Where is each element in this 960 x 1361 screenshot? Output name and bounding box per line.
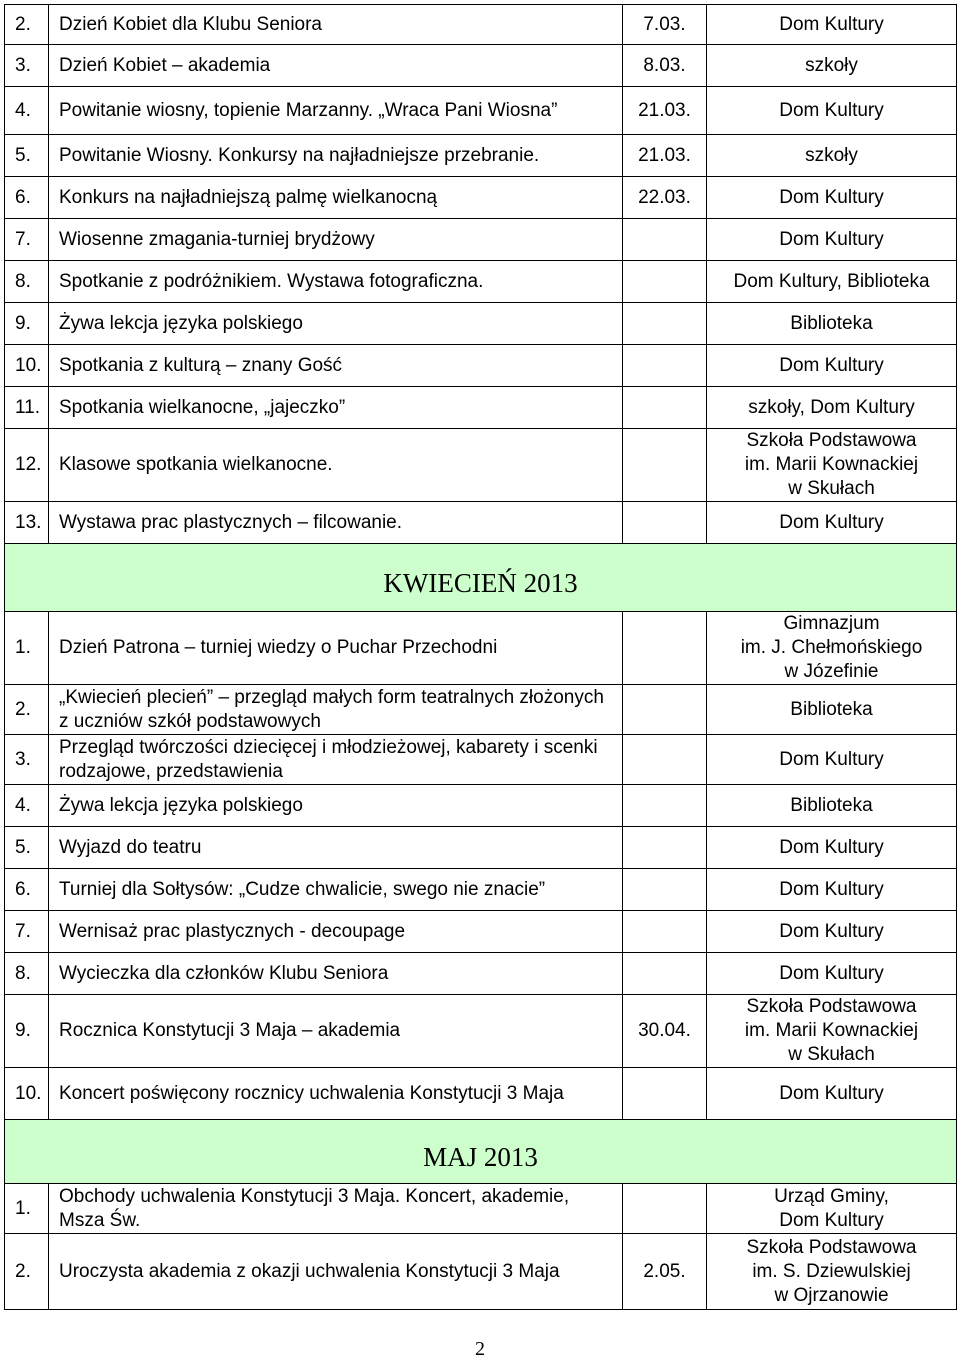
event-date <box>623 502 707 544</box>
event-name: Żywa lekcja języka polskiego <box>49 303 623 345</box>
schedule-row <box>5 261 957 303</box>
event-place-line: Dom Kultury <box>779 962 884 984</box>
event-place <box>707 785 957 827</box>
schedule-row <box>5 735 957 785</box>
event-number: 2. <box>5 1234 49 1310</box>
schedule-row <box>5 827 957 869</box>
event-number: 10. <box>5 1068 49 1120</box>
schedule-row <box>5 1068 957 1120</box>
schedule-row <box>5 953 957 995</box>
event-number: 4. <box>5 87 49 135</box>
event-date: 30.04. <box>623 995 707 1068</box>
schedule-row <box>5 177 957 219</box>
event-date: 21.03. <box>623 87 707 135</box>
month-heading-row <box>5 544 957 612</box>
event-place-line: Dom Kultury, Biblioteka <box>733 270 930 292</box>
event-place <box>707 1184 957 1234</box>
event-number: 10. <box>5 345 49 387</box>
event-name: Spotkanie z podróżnikiem. Wystawa fotograficzna. <box>49 261 623 303</box>
event-place <box>707 177 957 219</box>
event-date <box>623 911 707 953</box>
event-date <box>623 612 707 685</box>
event-name: Koncert poświęcony rocznicy uchwalenia Konstytucji 3 Maja <box>49 1068 623 1120</box>
event-place-line: szkoły, Dom Kultury <box>748 396 915 418</box>
event-name: Żywa lekcja języka polskiego <box>49 785 623 827</box>
event-date: 8.03. <box>623 45 707 87</box>
event-place-line: Dom Kultury <box>779 354 884 376</box>
event-place <box>707 219 957 261</box>
event-name: Wernisaż prac plastycznych - decoupage <box>49 911 623 953</box>
schedule-row <box>5 87 957 135</box>
event-place-line: im. S. Dziewulskiej <box>752 1260 911 1282</box>
schedule-row <box>5 345 957 387</box>
event-date: 7.03. <box>623 5 707 45</box>
schedule-row <box>5 45 957 87</box>
page-number: 2 <box>475 1338 485 1360</box>
event-date: 21.03. <box>623 135 707 177</box>
event-date <box>623 685 707 735</box>
schedule-row <box>5 1234 957 1310</box>
event-number: 6. <box>5 177 49 219</box>
event-name: Powitanie Wiosny. Konkursy na najładniejsze przebranie. <box>49 135 623 177</box>
schedule-row <box>5 135 957 177</box>
event-place-line: Biblioteka <box>790 698 873 720</box>
event-name: „Kwiecień plecień” – przegląd małych form teatralnych złożonych z uczniów szkół podstawowych <box>49 685 623 735</box>
schedule-row <box>5 303 957 345</box>
schedule-row <box>5 1184 957 1234</box>
event-place <box>707 345 957 387</box>
event-number: 4. <box>5 785 49 827</box>
event-date: 2.05. <box>623 1234 707 1310</box>
event-number: 3. <box>5 735 49 785</box>
event-place <box>707 995 957 1068</box>
event-name: Obchody uchwalenia Konstytucji 3 Maja. Koncert, akademie, Msza Św. <box>49 1184 623 1234</box>
schedule-row <box>5 502 957 544</box>
event-name: Przegląd twórczości dziecięcej i młodzieżowej, kabarety i scenki rodzajowe, przedstawienia <box>49 735 623 785</box>
event-date <box>623 1068 707 1120</box>
event-place <box>707 612 957 685</box>
event-place <box>707 1234 957 1310</box>
event-place <box>707 911 957 953</box>
event-date <box>623 387 707 429</box>
event-place <box>707 135 957 177</box>
event-name: Turniej dla Sołtysów: „Cudze chwalicie, swego nie znacie” <box>49 869 623 911</box>
event-place-line: Urząd Gminy, <box>774 1185 889 1207</box>
event-name: Dzień Patrona – turniej wiedzy o Puchar Przechodni <box>49 612 623 685</box>
event-place <box>707 502 957 544</box>
schedule-row <box>5 685 957 735</box>
event-place-line: Szkoła Podstawowa <box>746 1236 917 1258</box>
event-number: 1. <box>5 1184 49 1234</box>
event-place-line: Dom Kultury <box>779 228 884 250</box>
event-place-line: Biblioteka <box>790 794 873 816</box>
event-name: Klasowe spotkania wielkanocne. <box>49 429 623 502</box>
event-date <box>623 1184 707 1234</box>
event-date <box>623 303 707 345</box>
event-name: Konkurs na najładniejszą palmę wielkanocną <box>49 177 623 219</box>
event-place-line: Biblioteka <box>790 312 873 334</box>
schedule-body <box>5 5 957 1310</box>
event-place <box>707 303 957 345</box>
event-number: 6. <box>5 869 49 911</box>
event-place-line: szkoły <box>805 144 858 166</box>
event-name: Wycieczka dla członków Klubu Seniora <box>49 953 623 995</box>
event-place-line: Dom Kultury <box>779 878 884 900</box>
event-name: Wiosenne zmagania-turniej brydżowy <box>49 219 623 261</box>
event-place-line: w Józefinie <box>784 661 879 682</box>
event-date <box>623 827 707 869</box>
event-name: Dzień Kobiet dla Klubu Seniora <box>49 5 623 45</box>
event-date: 22.03. <box>623 177 707 219</box>
event-place-line: Dom Kultury <box>779 920 884 942</box>
event-place-line: Szkoła Podstawowa <box>746 430 917 451</box>
event-place-line: Dom Kultury <box>779 13 884 35</box>
event-place-line: Dom Kultury <box>779 511 884 533</box>
event-number: 7. <box>5 911 49 953</box>
month-heading <box>5 1120 957 1184</box>
event-place-line: Szkoła Podstawowa <box>746 996 917 1017</box>
month-heading <box>5 544 957 612</box>
event-number: 5. <box>5 135 49 177</box>
event-place-line: Dom Kultury <box>779 1209 884 1231</box>
schedule-row <box>5 911 957 953</box>
event-date <box>623 345 707 387</box>
event-number: 2. <box>5 5 49 45</box>
event-place <box>707 735 957 785</box>
event-number: 1. <box>5 612 49 685</box>
event-number: 9. <box>5 303 49 345</box>
event-date <box>623 953 707 995</box>
event-place <box>707 869 957 911</box>
event-place <box>707 5 957 45</box>
schedule-row <box>5 785 957 827</box>
event-name: Rocznica Konstytucji 3 Maja – akademia <box>49 995 623 1068</box>
event-number: 13. <box>5 502 49 544</box>
event-date <box>623 785 707 827</box>
event-place-line: im. Marii Kownackiej <box>744 454 919 475</box>
event-number: 2. <box>5 685 49 735</box>
event-name: Uroczysta akademia z okazji uchwalenia Konstytucji 3 Maja <box>49 1234 623 1310</box>
month-heading-text: KWIECIEŃ 2013 <box>383 567 578 598</box>
event-date <box>623 261 707 303</box>
event-place-line: Dom Kultury <box>779 1082 884 1104</box>
event-date <box>623 219 707 261</box>
event-place <box>707 953 957 995</box>
event-place-line: im. J. Chełmońskiego <box>740 637 923 658</box>
event-name: Dzień Kobiet – akademia <box>49 45 623 87</box>
schedule-row <box>5 387 957 429</box>
schedule-row <box>5 612 957 685</box>
event-place <box>707 1068 957 1120</box>
schedule-row <box>5 5 957 45</box>
event-place-line: Dom Kultury <box>779 836 884 858</box>
event-name: Spotkania z kulturą – znany Gość <box>49 345 623 387</box>
event-number: 7. <box>5 219 49 261</box>
event-place-line: Gimnazjum <box>783 613 880 634</box>
schedule-table <box>4 4 957 1310</box>
month-heading-text: MAJ 2013 <box>423 1141 538 1172</box>
event-place-line: w Skułach <box>788 1044 875 1065</box>
event-place <box>707 429 957 502</box>
event-number: 9. <box>5 995 49 1068</box>
event-name: Wystawa prac plastycznych – filcowanie. <box>49 502 623 544</box>
month-heading-row <box>5 1120 957 1184</box>
schedule-row <box>5 869 957 911</box>
event-place <box>707 685 957 735</box>
event-name: Powitanie wiosny, topienie Marzanny. „Wraca Pani Wiosna” <box>49 87 623 135</box>
event-number: 3. <box>5 45 49 87</box>
event-place-line: Dom Kultury <box>779 186 884 208</box>
event-number: 11. <box>5 387 49 429</box>
event-date <box>623 429 707 502</box>
event-date <box>623 869 707 911</box>
event-name: Wyjazd do teatru <box>49 827 623 869</box>
schedule-row <box>5 429 957 502</box>
event-date <box>623 735 707 785</box>
schedule-row <box>5 995 957 1068</box>
event-place-line: szkoły <box>805 54 858 76</box>
event-place-line: Dom Kultury <box>779 99 884 121</box>
event-number: 8. <box>5 953 49 995</box>
event-place <box>707 45 957 87</box>
event-number: 5. <box>5 827 49 869</box>
event-place <box>707 261 957 303</box>
event-number: 12. <box>5 429 49 502</box>
event-place-line: w Skułach <box>788 478 875 499</box>
event-place <box>707 387 957 429</box>
event-place-line: im. Marii Kownackiej <box>744 1020 919 1041</box>
event-name: Spotkania wielkanocne, „jajeczko” <box>49 387 623 429</box>
event-number: 8. <box>5 261 49 303</box>
event-place-line: Dom Kultury <box>779 748 884 770</box>
event-place-line: w Ojrzanowie <box>774 1284 889 1306</box>
event-place <box>707 87 957 135</box>
event-place <box>707 827 957 869</box>
schedule-row <box>5 219 957 261</box>
